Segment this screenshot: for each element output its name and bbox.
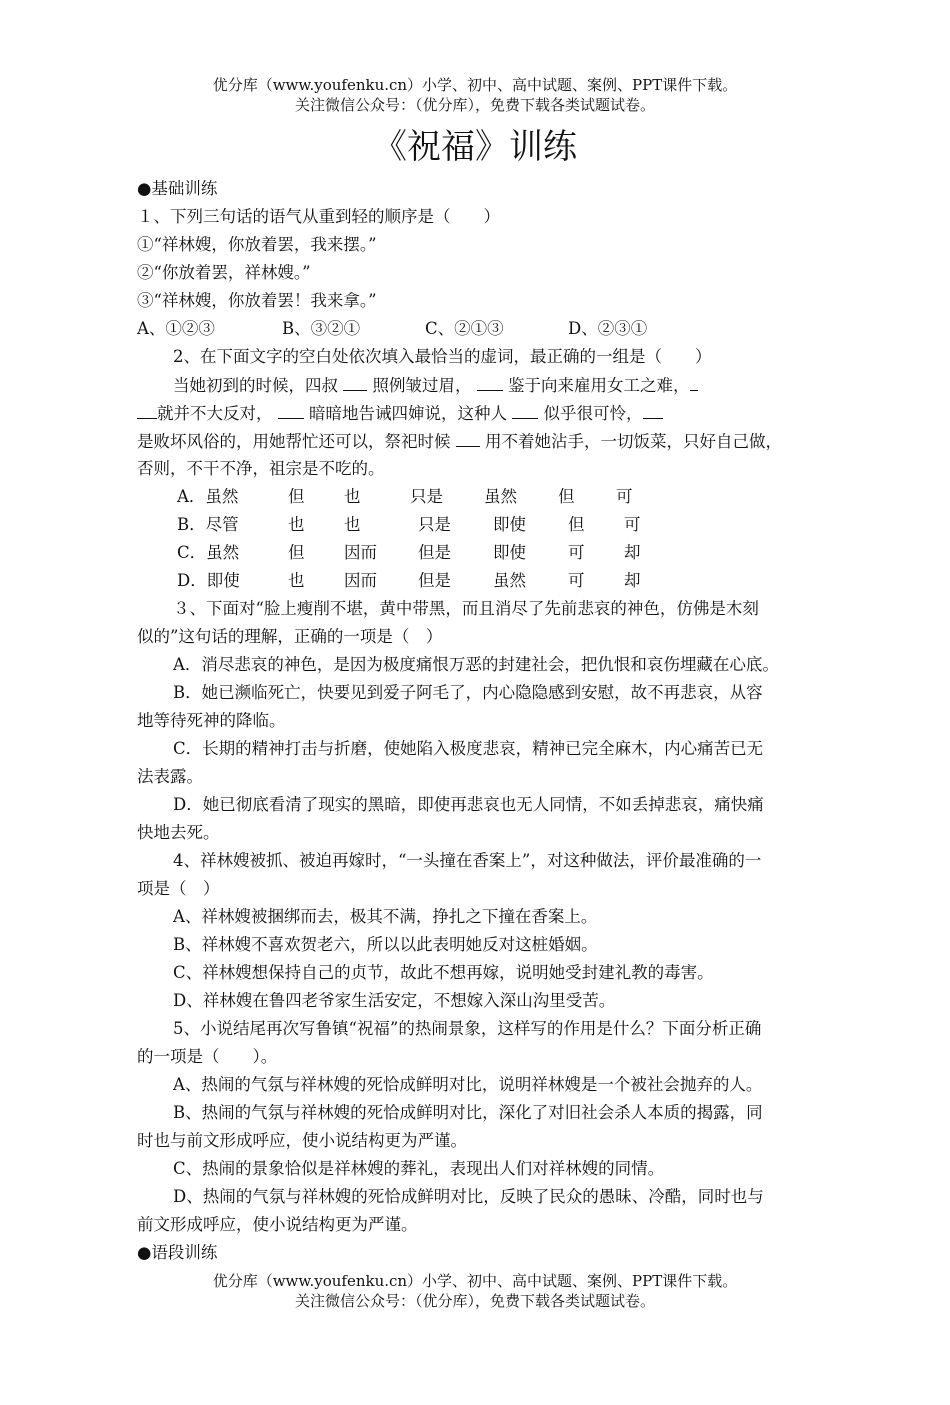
q2-text: 用不着她沾手，一切饭菜，只好自己做， bbox=[485, 432, 782, 451]
q5-option-b-line-2: 时也与前文形成呼应，使小说结构更为严谨。 bbox=[137, 1131, 467, 1150]
q4-option-d: D、祥林嫂在鲁四老爷家生活安定，不想嫁入深山沟里受苦。 bbox=[173, 991, 616, 1010]
q2-option-c-4: 即使 bbox=[493, 543, 526, 562]
q2-passage-line-3 bbox=[137, 430, 782, 453]
q2-stem: 2、在下面文字的空白处依次填入最恰当的虚词，最正确的一组是（ ） bbox=[173, 347, 712, 366]
footer-line-2: 关注微信公众号：（优分库），免费下载各类试题试卷。 bbox=[294, 1292, 655, 1310]
q1-option-d: D、②③① bbox=[568, 319, 648, 338]
fill-blank bbox=[643, 402, 663, 419]
q5-stem-line-1: 5、小说结尾再次写鲁镇“祝福”的热闹景象，这样写的作用是什么？下面分析正确 bbox=[173, 1019, 762, 1038]
q1-stem: １、下列三句话的语气从重到轻的顺序是（ ） bbox=[137, 207, 500, 226]
page-title: 《祝福》训练 bbox=[373, 127, 577, 167]
q3-option-a: A．消尽悲哀的神色，是因为极度痛恨万恶的封建社会，把仇恨和哀伤埋藏在心底。 bbox=[173, 655, 779, 674]
fill-blank bbox=[137, 402, 157, 419]
q2-option-b-2: 也 bbox=[344, 515, 361, 534]
q4-option-b: B、祥林嫂不喜欢贺老六，所以以此表明她反对这桩婚姻。 bbox=[173, 935, 598, 954]
q2-option-a-5: 但 bbox=[558, 487, 575, 506]
q2-text: 是败坏风俗的，用她帮忙还可以，祭祀时候 bbox=[137, 432, 451, 451]
q5-option-d-line-2: 前文形成呼应，使小说结构更为严谨。 bbox=[137, 1215, 418, 1234]
q2-option-d-6: 却 bbox=[624, 571, 641, 590]
header-line-1: 优分库（www.youfenku.cn）小学、初中、高中试题、案例、PPT课件下载。 bbox=[212, 76, 738, 94]
q2-option-a-3: 只是 bbox=[410, 487, 443, 506]
q2-option-a-4: 虽然 bbox=[484, 487, 517, 506]
q2-option-a-1: 但 bbox=[288, 487, 305, 506]
fill-blank bbox=[512, 402, 538, 419]
q3-option-b-line-1: B．她已濒临死亡，快要见到爱子阿毛了，内心隐隐感到安慰，故不再悲哀，从容 bbox=[173, 683, 763, 702]
q2-text: 鉴于向来雇用女工之难， bbox=[508, 376, 690, 395]
header-line-2: 关注微信公众号：（优分库），免费下载各类试题试卷。 bbox=[294, 96, 655, 114]
q2-text: 暗暗地告诫四婶说，这种人 bbox=[309, 404, 507, 423]
q1-option-a: A、①②③ bbox=[137, 319, 215, 338]
q2-option-b-6: 可 bbox=[624, 515, 641, 534]
q1-sentence-1: ①“祥林嫂，你放着罢，我来摆。” bbox=[137, 235, 377, 254]
footer-line-1: 优分库（www.youfenku.cn）小学、初中、高中试题、案例、PPT课件下载。 bbox=[212, 1272, 738, 1290]
q2-option-d-5: 可 bbox=[568, 571, 585, 590]
q2-text: 似乎很可怜， bbox=[543, 404, 643, 423]
q2-option-c-6: 却 bbox=[624, 543, 641, 562]
q5-stem-line-2: 的一项是（ ）。 bbox=[137, 1047, 278, 1066]
q1-option-b: B、③②① bbox=[282, 319, 361, 338]
q2-option-a-6: 可 bbox=[616, 487, 633, 506]
q3-stem-line-2: 似的”这句话的理解，正确的一项是（ ） bbox=[137, 627, 443, 646]
fill-blank bbox=[690, 374, 698, 391]
fill-blank bbox=[278, 402, 304, 419]
q2-option-d-2: 因而 bbox=[344, 571, 377, 590]
q5-option-b-line-1: B、热闹的气氛与祥林嫂的死恰成鲜明对比，深化了对旧社会杀人本质的揭露，同 bbox=[173, 1103, 763, 1122]
q2-option-d-1: 也 bbox=[288, 571, 305, 590]
q2-option-a-0: A．虽然 bbox=[177, 487, 239, 506]
q2-option-c-3: 但是 bbox=[418, 543, 451, 562]
q2-option-d-3: 但是 bbox=[418, 571, 451, 590]
q2-option-c-5: 可 bbox=[568, 543, 585, 562]
q2-option-d-4: 虽然 bbox=[493, 571, 526, 590]
q4-stem-line-1: 4、祥林嫂被抓、被迫再嫁时，“一头撞在香案上”，对这种做法，评价最准确的一 bbox=[173, 851, 762, 870]
q2-option-b-1: 也 bbox=[288, 515, 305, 534]
section-heading-basic: ●基础训练 bbox=[137, 179, 218, 198]
q4-option-a: A、祥林嫂被捆绑而去，极其不满，挣扎之下撞在香案上。 bbox=[173, 907, 598, 926]
q3-option-d-line-2: 快地去死。 bbox=[137, 823, 220, 842]
q5-option-d-line-1: D、热闹的气氛与祥林嫂的死恰成鲜明对比，反映了民众的愚昧、冷酷，同时也与 bbox=[173, 1187, 764, 1206]
q2-text: 就并不大反对， bbox=[157, 404, 273, 423]
q2-passage-line-1 bbox=[173, 374, 698, 397]
q2-option-c-1: 但 bbox=[288, 543, 305, 562]
q1-sentence-2: ②“你放着罢，祥林嫂。” bbox=[137, 263, 311, 282]
q3-option-b-line-2: 地等待死神的降临。 bbox=[137, 711, 286, 730]
q1-sentence-3: ③“祥林嫂，你放着罢！我来拿。” bbox=[137, 291, 377, 310]
q5-option-c: C、热闹的景象恰似是祥林嫂的葬礼，表现出人们对祥林嫂的同情。 bbox=[173, 1159, 665, 1178]
q4-stem-line-2: 项是（ ） bbox=[137, 879, 220, 898]
q3-stem-line-1: ３、下面对“脸上瘦削不堪，黄中带黑，而且消尽了先前悲哀的神色，仿佛是木刻 bbox=[173, 599, 759, 618]
q2-option-c-0: C．虽然 bbox=[177, 543, 240, 562]
q4-option-c: C、祥林嫂想保持自己的贞节，故此不想再嫁，说明她受封建礼教的毒害。 bbox=[173, 963, 714, 982]
fill-blank bbox=[343, 374, 367, 391]
q5-option-a: A、热闹的气氛与祥林嫂的死恰成鲜明对比，说明祥林嫂是一个被社会抛弃的人。 bbox=[173, 1075, 763, 1094]
section-heading-passage: ●语段训练 bbox=[137, 1243, 218, 1262]
q2-option-d-0: D．即使 bbox=[177, 571, 240, 590]
q3-option-d-line-1: D．她已彻底看清了现实的黑暗，即使再悲哀也无人同情，不如丢掉悲哀，痛快痛 bbox=[173, 795, 764, 814]
q2-text: 当她初到的时候，四叔 bbox=[173, 376, 338, 395]
q1-option-c: C、②①③ bbox=[425, 319, 504, 338]
fill-blank bbox=[477, 374, 503, 391]
q2-passage-line-4: 否则，不干不净，祖宗是不吃的。 bbox=[137, 459, 385, 478]
q3-option-c-line-2: 法表露。 bbox=[137, 767, 203, 786]
q2-option-b-4: 即使 bbox=[493, 515, 526, 534]
q2-option-a-2: 也 bbox=[344, 487, 361, 506]
q3-option-c-line-1: C．长期的精神打击与折磨，使她陷入极度悲哀，精神已完全麻木，内心痛苦已无 bbox=[173, 739, 764, 758]
q2-option-b-5: 但 bbox=[568, 515, 585, 534]
fill-blank bbox=[456, 430, 480, 447]
q2-text: 照例皱过眉， bbox=[372, 376, 472, 395]
q2-option-c-2: 因而 bbox=[344, 543, 377, 562]
q2-option-b-0: B．尽管 bbox=[177, 515, 239, 534]
q2-option-b-3: 只是 bbox=[418, 515, 451, 534]
q2-passage-line-2 bbox=[137, 402, 663, 425]
